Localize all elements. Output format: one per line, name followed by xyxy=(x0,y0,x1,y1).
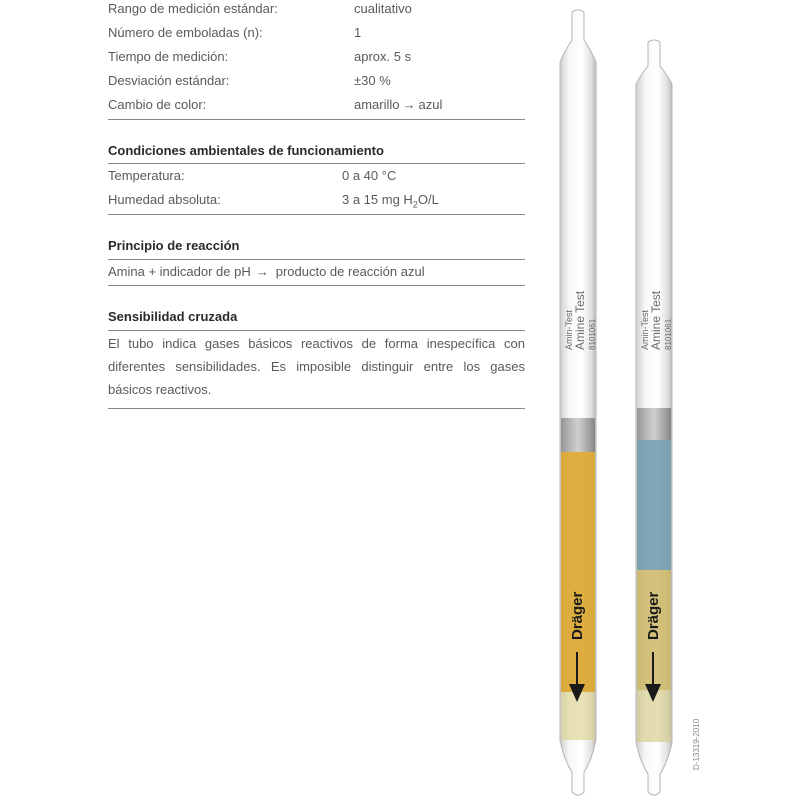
section-title-conditions: Condiciones ambientales de funcionamiento xyxy=(108,143,384,158)
spec-value xyxy=(342,188,525,212)
divider xyxy=(108,119,525,120)
spec-label: Temperatura: xyxy=(108,168,185,183)
arrow-right-icon: → xyxy=(402,97,416,112)
divider xyxy=(108,214,525,215)
humidity-prefix: 3 a 15 mg H xyxy=(342,192,413,207)
color-from: amarillo xyxy=(354,97,400,112)
spec-value: 1 xyxy=(354,25,362,40)
tube-left-title: Amin-Test xyxy=(564,309,574,350)
spec-value: aprox. 5 s xyxy=(354,49,412,64)
reaction-text xyxy=(108,260,425,284)
section-title-cross-sensitivity: Sensibilidad cruzada xyxy=(108,309,238,324)
spec-value xyxy=(354,93,525,117)
tube-right-title: Amin-Test xyxy=(640,309,650,350)
color-to: azul xyxy=(418,97,443,112)
spec-label: Cambio de color: xyxy=(108,97,207,112)
tube-left-subtitle: Amine Test xyxy=(573,290,587,350)
spec-row-strokes xyxy=(108,21,525,45)
tube-right-number: 8101061 xyxy=(664,318,673,350)
spec-label: Rango de medición estándar: xyxy=(108,1,278,16)
tube-left-brand: Dräger xyxy=(569,591,586,640)
divider xyxy=(108,285,525,286)
spec-row-color-change xyxy=(108,93,525,117)
spec-label: Desviación estándar: xyxy=(108,73,230,88)
section-title-reaction: Principio de reacción xyxy=(108,238,240,253)
tube-right-subtitle: Amine Test xyxy=(649,290,663,350)
spec-label: Número de emboladas (n): xyxy=(108,25,263,40)
cross-sensitivity-text: El tubo indica gases básicos reactivos de forma inespecífica con diferentes sensibilidades. Es imposible distinguir entre los gases básicos reactivos. xyxy=(108,336,525,397)
humidity-suffix: O/L xyxy=(417,192,439,207)
reaction-row xyxy=(108,260,525,284)
spec-value: ±30 % xyxy=(354,73,391,88)
spec-label: Tiempo de medición: xyxy=(108,49,229,64)
spec-row-time xyxy=(108,45,525,69)
spec-row-range xyxy=(108,0,525,21)
divider xyxy=(108,330,525,331)
spec-row-humidity xyxy=(108,188,525,212)
tube-left-number: 8101061 xyxy=(588,318,597,350)
tube-right-brand: Dräger xyxy=(645,591,662,640)
spec-label: Humedad absoluta: xyxy=(108,192,221,207)
spec-row-temperature xyxy=(108,164,525,188)
humidity-subscript: 2 xyxy=(412,199,418,210)
spec-row-deviation xyxy=(108,69,525,93)
spec-value: cualitativo xyxy=(354,1,412,16)
tube-right xyxy=(636,40,673,795)
reaction-reactants: Amina + indicador de pH xyxy=(108,264,251,279)
spec-document xyxy=(108,0,525,409)
spec-value: 0 a 40 °C xyxy=(342,168,397,183)
arrow-right-icon: → xyxy=(255,264,269,279)
tube-left xyxy=(560,10,597,795)
divider xyxy=(108,408,525,409)
reaction-product: producto de reacción azul xyxy=(275,264,425,279)
image-code: D-13319-2010 xyxy=(692,718,701,770)
detector-tubes-image xyxy=(540,0,720,800)
